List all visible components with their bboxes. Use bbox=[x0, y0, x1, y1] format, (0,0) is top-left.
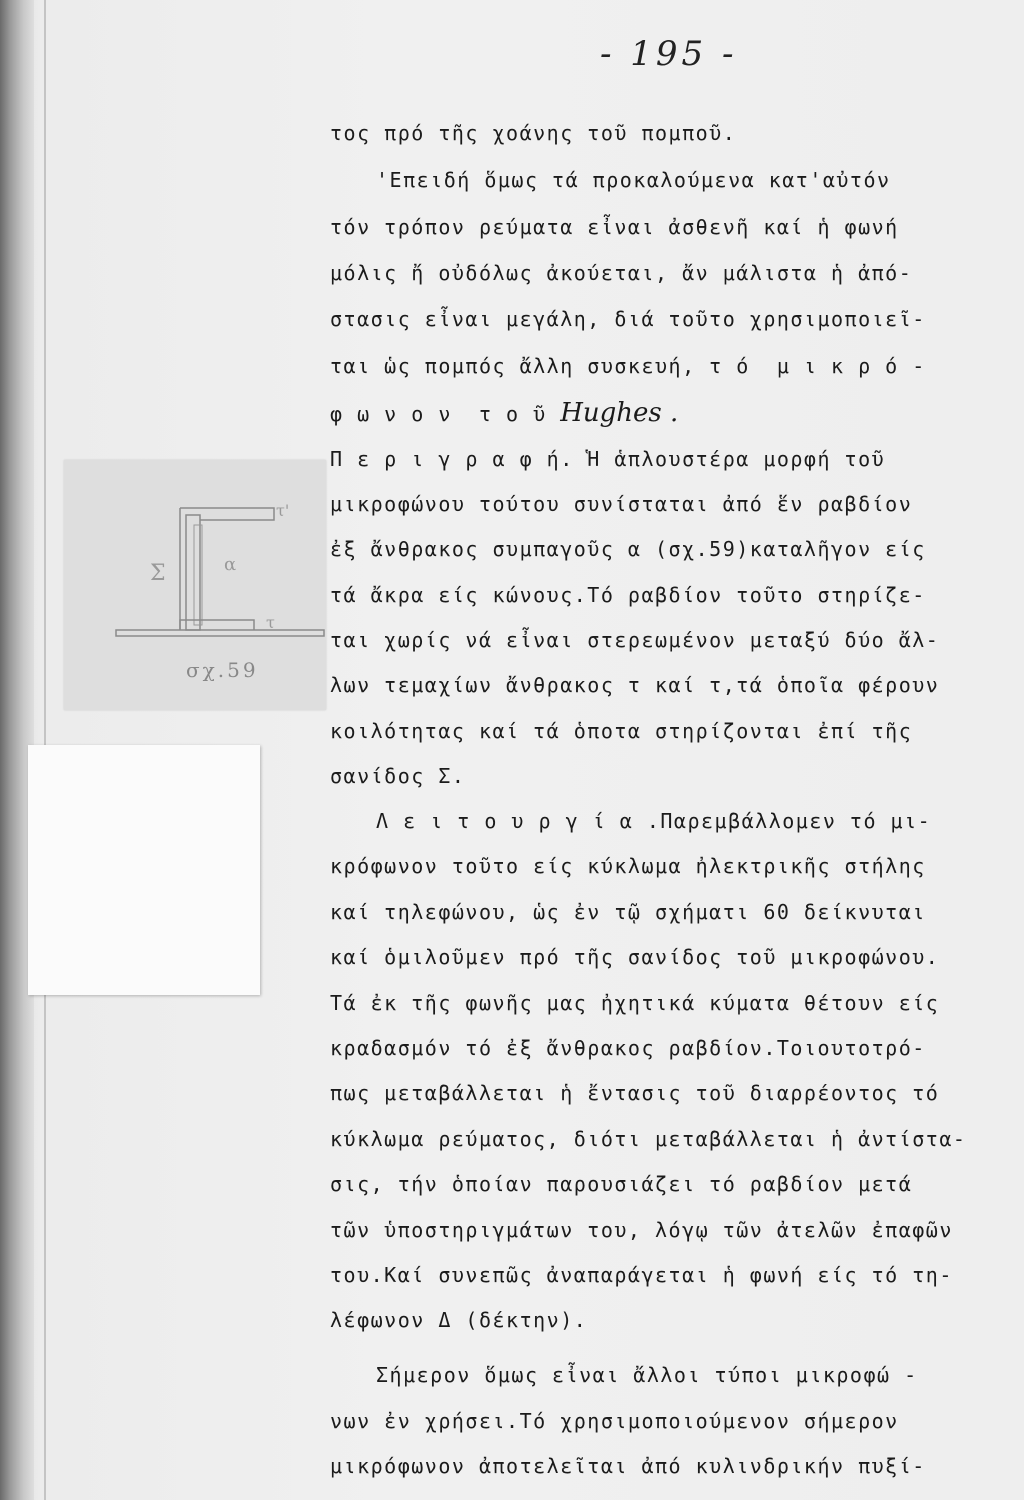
figure-caption: σχ.59 bbox=[186, 658, 259, 682]
text-line: ται χωρίς νά εἶναι στερεωμένον μεταξύ δύο ἄλ- bbox=[330, 628, 940, 652]
text-line: τος πρό τῆς χοάνης τοῦ πομποῦ. bbox=[330, 121, 737, 145]
text-line: καί τηλεφώνου, ὡς ἐν τῷ σχήματι 60 δείκνυται bbox=[330, 900, 926, 924]
text-line: τά ἄκρα είς κώνους.Τό ραβδίον τοῦτο στηρίζε- bbox=[330, 583, 926, 607]
text-line: τῶν ὑποστηριγμάτων του, λόγῳ τῶν ἀτελῶν ἐπαφῶν bbox=[330, 1218, 953, 1242]
text-line: νων ἐν χρήσει.Τό χρησιμοποιούμενον σήμερον bbox=[330, 1409, 899, 1433]
text-line: πως μεταβάλλεται ἡ ἔντασις τοῦ διαρρέοντος τό bbox=[330, 1081, 940, 1105]
label-t-bottom: τ bbox=[266, 613, 275, 632]
handwritten-name: Hughes . bbox=[560, 398, 679, 428]
label-t-top: τ' bbox=[276, 501, 290, 520]
text-line: σανίδος Σ. bbox=[330, 764, 466, 788]
text-line: κοιλότητας καί τά ὁποτα στηρίζονται ἐπί τῆς bbox=[330, 719, 913, 743]
text-line: λέφωνον Δ (δέκτην). bbox=[330, 1308, 588, 1332]
text-line: Π ε ρ ι γ ρ α φ ή. Ἡ ἁπλουστέρα μορφή τοῦ bbox=[330, 447, 886, 471]
text-line: Λ ε ι τ ο υ ρ γ ί α .Παρεμβάλλομεν τό μι- bbox=[376, 809, 932, 833]
text-line: τόν τρόπον ρεύματα εἶναι ἀσθενῆ καί ἡ φωνή bbox=[330, 215, 899, 239]
text-line: μόλις ἤ οὐδόλως ἀκούεται, ἄν μάλιστα ἡ ἀπό- bbox=[330, 261, 913, 285]
text-line: 'Επειδή ὅμως τά προκαλούμενα κατ'αὐτόν bbox=[376, 168, 891, 192]
text-line: κραδασμόν τό ἐξ ἄνθρακος ραβδίον.Τοιουτοτρό- bbox=[330, 1036, 926, 1060]
text-line: σις, τήν ὁποίαν παρουσιάζει τό ραβδίον μετά bbox=[330, 1172, 913, 1196]
text-line: του.Καί συνεπῶς ἀναπαράγεται ἡ φωνή είς τό τη- bbox=[330, 1263, 953, 1287]
text-line: ἐξ ἄνθρακος συμπαγοῦς α (σχ.59)καταλῆγον είς bbox=[330, 537, 926, 561]
text-line: κρόφωνον τοῦτο είς κύκλωμα ἠλεκτρικῆς στήλης bbox=[330, 854, 926, 878]
text-line: στασις εἶναι μεγάλη, διά τοῦτο χρησιμοποιεῖ- bbox=[330, 307, 926, 331]
label-sigma: Σ bbox=[150, 561, 166, 586]
text-line: λων τεμαχίων ἄνθρακος τ καί τ,τά ὁποῖα φέρουν bbox=[330, 673, 940, 697]
text-line bbox=[330, 400, 678, 427]
page-number: - 195 - bbox=[600, 34, 738, 74]
text-line: ται ὡς πομπός ἄλλη συσκευή, τ ό μ ι κ ρ ό - bbox=[330, 354, 926, 378]
text-line: κύκλωμα ρεύματος, διότι μεταβάλλεται ἡ ἀντίστα- bbox=[330, 1127, 967, 1151]
text-line: Τά ἐκ τῆς φωνῆς μας ἠχητικά κύματα θέτουν είς bbox=[330, 991, 940, 1015]
text-line-part: φ ω ν ο ν τ ο ῦ bbox=[330, 402, 547, 426]
label-a: α bbox=[224, 554, 237, 575]
text-line: μικροφώνου τούτου συνίσταται ἀπό ἕν ραβδίον bbox=[330, 492, 913, 516]
text-line: Σήμερον ὅμως εἶναι ἄλλοι τύποι μικροφώ - bbox=[376, 1363, 918, 1387]
text-line: καί ὁμιλοῦμεν πρό τῆς σανίδος τοῦ μικροφώνου. bbox=[330, 945, 940, 969]
text-line: μικρόφωνον ἀποτελεῖται ἀπό κυλινδρικήν πυξί- bbox=[330, 1454, 926, 1478]
